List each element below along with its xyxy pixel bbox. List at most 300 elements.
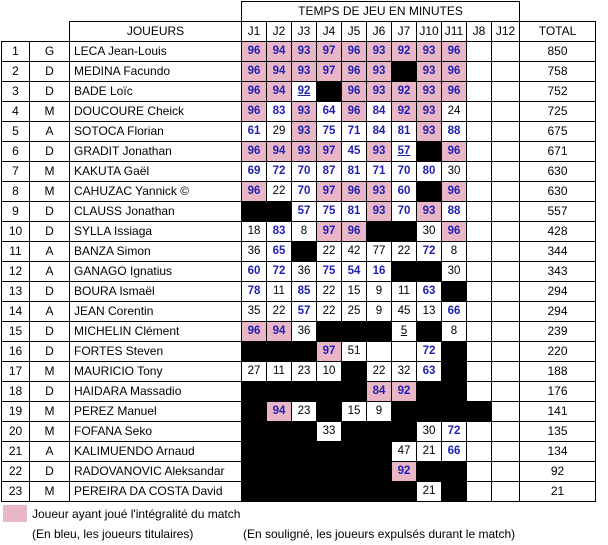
minutes-cell <box>267 202 292 222</box>
minutes-cell <box>342 462 367 482</box>
player-position: G <box>30 42 70 62</box>
player-position: D <box>30 202 70 222</box>
table-row <box>2 382 596 402</box>
row-number: 10 <box>2 222 30 242</box>
table-row <box>2 302 596 322</box>
minutes-cell <box>317 362 342 382</box>
minutes-cell <box>492 42 520 62</box>
minutes-cell <box>317 462 342 482</box>
minutes-cell <box>492 82 520 102</box>
minutes-cell <box>467 222 492 242</box>
minutes-cell <box>317 122 342 142</box>
player-total: 344 <box>520 242 596 262</box>
minutes-cell <box>292 462 317 482</box>
row-number: 21 <box>2 442 30 462</box>
minutes-cell <box>492 142 520 162</box>
minutes-cell <box>292 322 317 342</box>
minutes-value: 93 <box>422 45 436 57</box>
row-number: 22 <box>2 462 30 482</box>
minutes-value: 63 <box>422 365 436 377</box>
minutes-cell <box>242 322 267 342</box>
minutes-cell <box>442 382 467 402</box>
minutes-cell <box>292 202 317 222</box>
table-row <box>2 402 596 422</box>
minutes-cell <box>367 482 392 502</box>
minutes-cell <box>417 262 442 282</box>
minutes-cell <box>367 82 392 102</box>
minutes-cell <box>342 142 367 162</box>
player-name: RADOVANOVIC Aleksandar <box>70 462 242 482</box>
match-header-j12: J12 <box>492 22 520 42</box>
minutes-cell <box>292 182 317 202</box>
row-number: 12 <box>2 262 30 282</box>
row-number: 9 <box>2 202 30 222</box>
player-name: MEDINA Facundo <box>70 62 242 82</box>
player-name: MICHELIN Clément <box>70 322 242 342</box>
player-total: 630 <box>520 182 596 202</box>
minutes-value: 97 <box>322 45 336 57</box>
minutes-cell <box>292 222 317 242</box>
minutes-value: 72 <box>447 425 461 437</box>
row-number: 1 <box>2 42 30 62</box>
minutes-value: 71 <box>347 125 361 137</box>
row-number: 18 <box>2 382 30 402</box>
minutes-cell <box>242 242 267 262</box>
minutes-cell <box>392 102 417 122</box>
minutes-cell <box>492 202 520 222</box>
minutes-cell <box>442 102 467 122</box>
minutes-cell <box>267 42 292 62</box>
minutes-cell <box>492 62 520 82</box>
minutes-value: 93 <box>372 65 386 77</box>
minutes-cell <box>292 362 317 382</box>
row-number: 2 <box>2 62 30 82</box>
minutes-cell <box>367 162 392 182</box>
minutes-cell <box>242 482 267 502</box>
minutes-cell <box>267 262 292 282</box>
minutes-value: 72 <box>422 245 436 257</box>
minutes-cell <box>442 82 467 102</box>
minutes-cell <box>442 282 467 302</box>
minutes-value: 22 <box>322 245 336 257</box>
row-number: 20 <box>2 422 30 442</box>
minutes-cell <box>342 362 367 382</box>
player-total: 141 <box>520 402 596 422</box>
full-match-swatch <box>3 505 27 522</box>
minutes-value: 22 <box>322 305 336 317</box>
minutes-cell <box>467 402 492 422</box>
minutes-cell <box>467 62 492 82</box>
minutes-value: 93 <box>422 125 436 137</box>
player-name: LECA Jean-Louis <box>70 42 242 62</box>
minutes-cell <box>292 262 317 282</box>
player-total: 850 <box>520 42 596 62</box>
minutes-value: 61 <box>247 125 261 137</box>
minutes-value: 93 <box>297 125 311 137</box>
minutes-cell <box>442 242 467 262</box>
minutes-value: 85 <box>297 285 311 297</box>
minutes-cell <box>392 222 417 242</box>
minutes-value: 75 <box>322 265 336 277</box>
minutes-cell <box>442 442 467 462</box>
minutes-cell <box>242 162 267 182</box>
player-position: M <box>30 162 70 182</box>
minutes-cell <box>467 482 492 502</box>
minutes-cell <box>392 62 417 82</box>
minutes-value: 64 <box>322 105 336 117</box>
minutes-cell <box>417 82 442 102</box>
minutes-value: 70 <box>397 165 411 177</box>
minutes-value: 47 <box>397 445 411 457</box>
minutes-value: 96 <box>347 105 361 117</box>
minutes-cell <box>492 462 520 482</box>
minutes-cell <box>267 142 292 162</box>
minutes-cell <box>392 262 417 282</box>
minutes-cell <box>392 362 417 382</box>
player-name: KALIMUENDO Arnaud <box>70 442 242 462</box>
minutes-value: 45 <box>397 305 411 317</box>
minutes-cell <box>317 262 342 282</box>
minutes-value: 25 <box>347 305 361 317</box>
minutes-cell <box>392 122 417 142</box>
minutes-value: 45 <box>347 145 361 157</box>
minutes-value: 9 <box>375 405 383 417</box>
player-name: FORTES Steven <box>70 342 242 362</box>
minutes-cell <box>442 62 467 82</box>
minutes-cell <box>417 282 442 302</box>
minutes-cell <box>467 362 492 382</box>
table-row <box>2 442 596 462</box>
table-row <box>2 242 596 262</box>
minutes-value: 93 <box>422 205 436 217</box>
player-total: 239 <box>520 322 596 342</box>
minutes-cell <box>417 302 442 322</box>
minutes-cell <box>317 102 342 122</box>
player-total: 630 <box>520 162 596 182</box>
minutes-cell <box>367 202 392 222</box>
minutes-cell <box>492 102 520 122</box>
minutes-cell <box>242 62 267 82</box>
playing-time-table <box>1 1 596 502</box>
minutes-cell <box>342 422 367 442</box>
minutes-cell <box>267 62 292 82</box>
minutes-cell <box>367 462 392 482</box>
minutes-cell <box>417 102 442 122</box>
minutes-value: 96 <box>247 325 261 337</box>
table-row <box>2 482 596 502</box>
minutes-cell <box>317 482 342 502</box>
minutes-cell <box>442 122 467 142</box>
minutes-value: 96 <box>347 45 361 57</box>
player-total: 92 <box>520 462 596 482</box>
player-position: D <box>30 142 70 162</box>
minutes-value: 71 <box>372 165 386 177</box>
table-row <box>2 262 596 282</box>
minutes-cell <box>392 202 417 222</box>
player-total: 134 <box>520 442 596 462</box>
minutes-value: 94 <box>272 325 286 337</box>
minutes-cell <box>492 282 520 302</box>
row-number: 3 <box>2 82 30 102</box>
minutes-cell <box>467 322 492 342</box>
minutes-cell <box>242 382 267 402</box>
minutes-cell <box>242 202 267 222</box>
minutes-value: 22 <box>397 245 411 257</box>
minutes-value: 94 <box>272 65 286 77</box>
minutes-cell <box>242 222 267 242</box>
minutes-value: 84 <box>372 105 386 117</box>
minutes-cell <box>442 202 467 222</box>
minutes-cell <box>292 42 317 62</box>
minutes-cell <box>467 282 492 302</box>
player-name: SYLLA Issiaga <box>70 222 242 242</box>
minutes-value: 27 <box>247 365 261 377</box>
minutes-cell <box>267 362 292 382</box>
minutes-cell <box>292 162 317 182</box>
minutes-cell <box>342 222 367 242</box>
minutes-value: 96 <box>247 185 261 197</box>
match-header-j3: J3 <box>292 22 317 42</box>
minutes-cell <box>342 482 367 502</box>
minutes-cell <box>242 42 267 62</box>
minutes-value: 96 <box>347 185 361 197</box>
minutes-cell <box>317 302 342 322</box>
table-row <box>2 182 596 202</box>
minutes-cell <box>492 402 520 422</box>
minutes-cell <box>367 302 392 322</box>
minutes-value: 96 <box>347 85 361 97</box>
minutes-value: 88 <box>447 125 461 137</box>
match-header-j2: J2 <box>267 22 292 42</box>
minutes-cell <box>267 82 292 102</box>
player-position: A <box>30 442 70 462</box>
minutes-value: 97 <box>322 185 336 197</box>
minutes-value: 92 <box>397 385 411 397</box>
minutes-cell <box>492 122 520 142</box>
table-row <box>2 202 596 222</box>
minutes-value: 94 <box>272 85 286 97</box>
minutes-value: 92 <box>397 105 411 117</box>
minutes-cell <box>367 362 392 382</box>
minutes-cell <box>367 142 392 162</box>
minutes-cell <box>442 462 467 482</box>
minutes-value: 42 <box>347 245 361 257</box>
player-total: 343 <box>520 262 596 282</box>
player-name: PEREIRA DA COSTA David <box>70 482 242 502</box>
minutes-cell <box>467 302 492 322</box>
minutes-cell <box>367 442 392 462</box>
minutes-cell <box>492 342 520 362</box>
minutes-value: 77 <box>372 245 386 257</box>
minutes-value: 57 <box>397 145 411 157</box>
minutes-cell <box>292 242 317 262</box>
match-header-j8: J8 <box>467 22 492 42</box>
minutes-cell <box>442 342 467 362</box>
minutes-cell <box>317 382 342 402</box>
minutes-cell <box>267 302 292 322</box>
minutes-value: 57 <box>297 205 311 217</box>
player-position: D <box>30 282 70 302</box>
minutes-cell <box>292 342 317 362</box>
row-number: 16 <box>2 342 30 362</box>
minutes-cell <box>467 262 492 282</box>
match-header-j11: J11 <box>442 22 467 42</box>
minutes-value: 18 <box>247 225 261 237</box>
minutes-cell <box>317 82 342 102</box>
minutes-value: 15 <box>347 405 361 417</box>
minutes-cell <box>492 302 520 322</box>
player-name: CAHUZAC Yannick © <box>70 182 242 202</box>
minutes-value: 22 <box>272 305 286 317</box>
minutes-cell <box>417 182 442 202</box>
minutes-cell <box>442 362 467 382</box>
minutes-cell <box>442 222 467 242</box>
minutes-value: 93 <box>297 145 311 157</box>
minutes-cell <box>242 462 267 482</box>
minutes-value: 93 <box>297 65 311 77</box>
minutes-cell <box>467 122 492 142</box>
minutes-cell <box>317 142 342 162</box>
minutes-value: 11 <box>273 285 285 297</box>
minutes-cell <box>292 142 317 162</box>
minutes-cell <box>292 302 317 322</box>
minutes-cell <box>292 62 317 82</box>
minutes-value: 13 <box>422 305 436 317</box>
minutes-cell <box>242 262 267 282</box>
minutes-value: 97 <box>322 225 336 237</box>
player-total: 294 <box>520 302 596 322</box>
minutes-cell <box>317 282 342 302</box>
player-total: 21 <box>520 482 596 502</box>
minutes-cell <box>267 282 292 302</box>
minutes-cell <box>492 442 520 462</box>
minutes-cell <box>367 122 392 142</box>
player-total: 758 <box>520 62 596 82</box>
minutes-cell <box>342 42 367 62</box>
minutes-cell <box>417 382 442 402</box>
minutes-cell <box>417 222 442 242</box>
minutes-value: 30 <box>422 425 436 437</box>
minutes-cell <box>242 402 267 422</box>
minutes-cell <box>442 162 467 182</box>
minutes-cell <box>292 482 317 502</box>
minutes-value: 5 <box>400 325 408 337</box>
minutes-cell <box>317 162 342 182</box>
player-position: M <box>30 182 70 202</box>
player-name: BANZA Simon <box>70 242 242 262</box>
minutes-cell <box>317 182 342 202</box>
minutes-value: 60 <box>397 185 411 197</box>
minutes-cell <box>292 442 317 462</box>
minutes-cell <box>417 202 442 222</box>
minutes-value: 30 <box>422 225 436 237</box>
table-row <box>2 62 596 82</box>
minutes-value: 22 <box>372 365 386 377</box>
minutes-cell <box>367 422 392 442</box>
minutes-cell <box>467 462 492 482</box>
minutes-cell <box>367 222 392 242</box>
minutes-cell <box>467 422 492 442</box>
minutes-cell <box>242 302 267 322</box>
minutes-cell <box>367 242 392 262</box>
table-row <box>2 362 596 382</box>
minutes-cell <box>292 82 317 102</box>
minutes-cell <box>417 462 442 482</box>
player-name: GANAGO Ignatius <box>70 262 242 282</box>
minutes-cell <box>392 242 417 262</box>
minutes-value: 96 <box>247 105 261 117</box>
minutes-cell <box>367 342 392 362</box>
minutes-cell <box>367 382 392 402</box>
minutes-value: 80 <box>422 165 436 177</box>
minutes-cell <box>342 342 367 362</box>
minutes-cell <box>342 322 367 342</box>
players-header: JOUEURS <box>70 22 242 42</box>
minutes-value: 70 <box>397 205 411 217</box>
minutes-cell <box>267 482 292 502</box>
minutes-cell <box>392 42 417 62</box>
minutes-cell <box>492 382 520 402</box>
player-position: M <box>30 402 70 422</box>
minutes-value: 75 <box>322 125 336 137</box>
legend-full-match: Joueur ayant joué l'intégralité du match <box>32 507 241 521</box>
minutes-value: 93 <box>372 85 386 97</box>
minutes-cell <box>242 102 267 122</box>
minutes-cell <box>467 142 492 162</box>
minutes-cell <box>392 482 417 502</box>
minutes-cell <box>367 102 392 122</box>
minutes-value: 30 <box>447 265 461 277</box>
minutes-value: 10 <box>322 365 336 377</box>
minutes-cell <box>492 182 520 202</box>
minutes-value: 30 <box>447 165 461 177</box>
minutes-value: 93 <box>372 45 386 57</box>
minutes-cell <box>417 442 442 462</box>
minutes-value: 22 <box>322 285 336 297</box>
minutes-cell <box>417 62 442 82</box>
row-number: 15 <box>2 322 30 342</box>
minutes-value: 21 <box>422 445 436 457</box>
minutes-value: 11 <box>273 365 285 377</box>
minutes-cell <box>242 282 267 302</box>
table-row <box>2 462 596 482</box>
minutes-cell <box>342 402 367 422</box>
table-row <box>2 222 596 242</box>
minutes-cell <box>392 342 417 362</box>
minutes-cell <box>342 82 367 102</box>
minutes-value: 96 <box>447 85 461 97</box>
minutes-cell <box>467 382 492 402</box>
player-position: D <box>30 322 70 342</box>
minutes-value: 9 <box>375 285 383 297</box>
minutes-cell <box>492 222 520 242</box>
minutes-value: 70 <box>297 165 311 177</box>
player-name: PEREZ Manuel <box>70 402 242 422</box>
minutes-value: 96 <box>447 185 461 197</box>
minutes-cell <box>442 422 467 442</box>
minutes-value: 11 <box>398 285 410 297</box>
minutes-value: 29 <box>272 125 286 137</box>
minutes-cell <box>392 402 417 422</box>
minutes-value: 94 <box>272 45 286 57</box>
legend-sent-off: (En souligné, les joueurs expulsés durant le match) <box>243 527 516 541</box>
minutes-value: 92 <box>397 85 411 97</box>
minutes-cell <box>292 122 317 142</box>
player-name: KAKUTA Gaël <box>70 162 242 182</box>
minutes-cell <box>267 102 292 122</box>
row-number: 5 <box>2 122 30 142</box>
minutes-value: 36 <box>297 265 311 277</box>
